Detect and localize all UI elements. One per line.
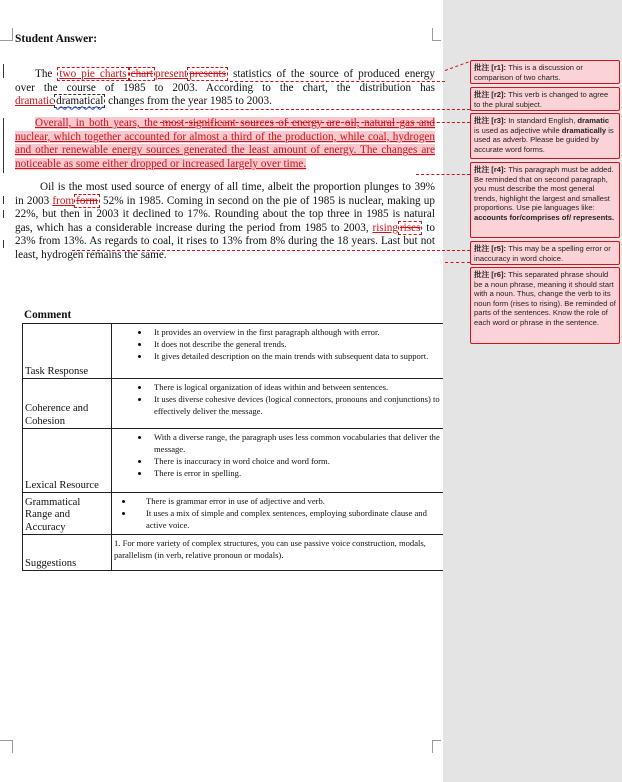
text-run: 52% in 1985. Coming in second on the pie of 1985 is nuclear, making up 22%, but then in 2003 it declined to 17%. Rounding about the top three in 1985 is natural gas, which has a considerable increase during the period from 1985 to 2003,: [15, 194, 435, 234]
comment-connector: [72, 250, 470, 251]
review-comment-r5[interactable]: [470, 241, 620, 265]
change-bar: [3, 118, 4, 173]
criterion-cell: Coherence and Cohesion: [23, 379, 112, 429]
comment-emphasis: dramatic: [577, 116, 610, 125]
comment-tag: 批注 [r5]:: [474, 244, 507, 253]
inserted-paragraph-text[interactable]: Overall, in both years, the most significant sources of energy are oil, natural gas and nuclear, which together accounted for almost a third of the production, while coal, hydrogen and other renewable energy sources generated the least amount of energy. The changes are noticeable as some either dropped or increased largely over time.: [15, 117, 435, 170]
flagged-word[interactable]: dramatical: [56, 95, 104, 108]
text-run: changes from the year 1985 to 2003.: [105, 95, 272, 108]
crop-mark-top-left: [0, 28, 13, 41]
comment-tag: 批注 [r2]:: [474, 90, 507, 99]
deletion[interactable]: presents: [189, 68, 226, 80]
text-run: to 23% from 13%. As regards to coal, it rises to 13% from 8% during the 18 years. Last but not least, hydrogen remains the same.: [15, 221, 436, 261]
feedback-cell: [112, 324, 445, 379]
deletion[interactable]: chart: [130, 68, 153, 80]
insertion[interactable]: rising: [372, 221, 398, 234]
text-run: statistics of the source of produced energy over the course of 1985 to 2003. According to the chart, the distribution has: [15, 68, 435, 94]
feedback-cell: [112, 379, 445, 429]
comment-text: is used as adjective while: [474, 125, 562, 135]
list-item: • It provides an overview in the first paragraph although with error.: [150, 326, 440, 338]
text-run: Oil is the most used source of energy of all time, albeit the proportion plunges to 39% in 2003: [15, 181, 435, 207]
comment-emphasis: accounts for/comprises of/ represents.: [474, 212, 615, 222]
comment-connector: [416, 174, 470, 175]
review-comment-r3[interactable]: [470, 113, 620, 159]
feedback-cell: [112, 493, 445, 535]
feedback-cell: [112, 429, 445, 493]
insertion[interactable]: present: [154, 68, 188, 80]
comment-tag: 批注 [r3]:: [474, 116, 507, 125]
comment-connector: [160, 122, 470, 123]
deletion[interactable]: form: [76, 194, 98, 207]
review-comment-r2[interactable]: [470, 87, 620, 111]
review-comment-r6[interactable]: [470, 267, 620, 344]
insertion[interactable]: from: [52, 194, 75, 207]
crop-mark-top-right: [432, 28, 441, 41]
criterion-cell: Suggestions: [23, 535, 112, 571]
review-comment-r1[interactable]: [470, 60, 620, 84]
comment-text: This paragraph must be added. Be reminded that on second paragraph, you must describe the most general trends, highlight the largest and smallest proportions. Use pie languages like:: [474, 165, 614, 213]
comment-emphasis: dramatically: [561, 125, 607, 135]
comment-tag: 批注 [r1]:: [474, 63, 507, 72]
table-row: [23, 379, 445, 429]
rubric-heading: Comment: [24, 309, 72, 321]
list-item: • There is inaccuracy in word choice and word form.: [150, 455, 440, 467]
suggestion-cell: 1. For more variety of complex structures, you can use passive voice construction, modals, parallelism (in verb, relative pronoun or modals).: [112, 535, 445, 571]
comment-text: This verb is changed to agree to the plural subject.: [474, 90, 609, 109]
comment-connector: [230, 81, 445, 82]
table-row: [23, 429, 445, 493]
crop-mark-bottom-right: [432, 740, 441, 753]
list-item: • It uses a mix of simple and complex sentences, employing subordinate clause and active voice.: [134, 507, 440, 531]
list-item: • It does not describe the general trends.: [150, 338, 440, 350]
table-row: [23, 493, 445, 535]
table-row: [23, 535, 445, 571]
criterion-cell: Task Response: [23, 324, 112, 379]
comment-text: is used as adverb. Please be guided by accurate word forms.: [474, 125, 614, 154]
change-bar: [3, 64, 4, 78]
comment-text: In standard English,: [508, 116, 578, 125]
comment-connector: [130, 109, 470, 110]
paragraph-introduction[interactable]: [15, 68, 435, 109]
list-item: • It uses diverse cohesive devices (logical connectors, pronouns and conjunctions) to effectively deliver the message.: [150, 393, 440, 417]
list-item: • With a diverse range, the paragraph uses less common vocabularies that deliver the message.: [150, 431, 440, 455]
insertion[interactable]: two pie charts: [59, 68, 127, 80]
change-bar: [3, 210, 4, 218]
crop-mark-bottom-left: [0, 740, 13, 753]
text-run: The: [35, 68, 58, 80]
comment-tag: 批注 [r6]:: [474, 270, 507, 279]
list-item: • There is grammar error in use of adjective and verb.: [134, 495, 440, 507]
list-item: • There is error in spelling.: [150, 467, 440, 479]
list-item: • It gives detailed description on the main trends with subsequent data to support.: [150, 350, 440, 362]
list-item: • There is logical organization of ideas within and between sentences.: [150, 381, 440, 393]
table-row: [23, 324, 445, 379]
paragraph-overview-inserted[interactable]: [15, 117, 435, 173]
deletion[interactable]: rises: [399, 221, 421, 234]
comment-text: This separated phrase should be a noun phrase, meaning it should start with a noun. Thus, change the verb to its noun form (rises to rising). Be reminded of parts of the sentences. Know the role of each word or phrase in the sentence.: [474, 270, 616, 327]
change-bar: [3, 196, 4, 204]
student-answer-heading: Student Answer:: [15, 33, 98, 45]
rubric-table: [22, 323, 445, 571]
comment-tag: 批注 [r4]:: [474, 165, 507, 174]
criterion-cell: Lexical Resource: [23, 429, 112, 493]
criterion-cell: Grammatical Range and Accuracy: [23, 493, 112, 535]
comment-text: This is a discussion or comparison of two charts.: [474, 63, 583, 82]
change-bar: [3, 240, 4, 248]
review-comment-r4[interactable]: [470, 162, 620, 238]
insertion[interactable]: dramatic: [15, 95, 55, 108]
comment-text: This may be a spelling error or inaccuracy in word choice.: [474, 244, 611, 263]
comment-connector: [445, 262, 470, 263]
